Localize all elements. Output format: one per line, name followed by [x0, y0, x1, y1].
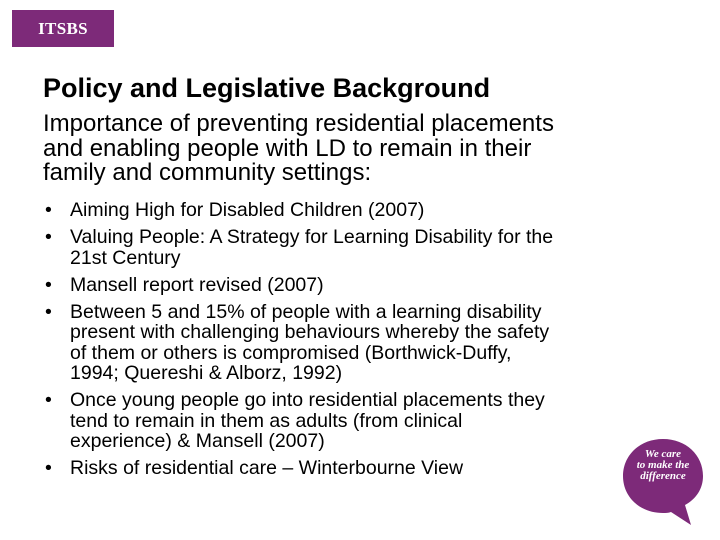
bullet-line: Aiming High for Disabled Children (2007): [70, 199, 425, 221]
badge-text: [621, 449, 705, 482]
bullet-item: [43, 200, 683, 221]
bullet-list: [43, 200, 683, 485]
badge-line: to make the: [636, 459, 690, 471]
bullet-item: [43, 227, 683, 268]
itsbs-logo: [12, 10, 114, 47]
bullet-line: Once young people go into residential placements they: [70, 389, 545, 411]
intro-paragraph: [43, 112, 554, 186]
slide-title: Policy and Legislative Background: [43, 73, 491, 103]
badge-line: difference: [640, 470, 686, 482]
logo-text: ITSBS: [38, 18, 88, 38]
bullet-point-icon: •: [45, 273, 52, 296]
bullet-line: Valuing People: A Strategy for Learning Disability for the: [70, 226, 554, 248]
intro-line: Importance of preventing residential placements: [43, 110, 554, 137]
bullet-line: Mansell report revised (2007): [70, 273, 324, 296]
badge-line: We care: [644, 448, 682, 460]
bullet-item: [43, 458, 683, 479]
bullet-line: Risks of residential care – Winterbourne View: [70, 457, 464, 479]
bullet-line: Between 5 and 15% of people with a learning disability: [70, 300, 542, 323]
bullet-point-icon: •: [45, 226, 52, 248]
bullet-line: 21st Century: [70, 246, 181, 269]
bullet-point-icon: •: [45, 389, 52, 411]
bullet-line: of them or others is compromised (Borthwick-Duffy,: [70, 341, 512, 364]
we-care-badge: [621, 437, 705, 527]
bullet-item: [43, 302, 683, 384]
intro-line: and enabling people with LD to remain in their: [43, 134, 532, 162]
bullet-line: 1994; Quereshi & Alborz, 1992): [70, 362, 343, 384]
bullet-point-icon: •: [45, 300, 52, 323]
bullet-item: [43, 275, 683, 296]
bullet-line: present with challenging behaviours whereby the safety: [70, 321, 550, 343]
bullet-item: [43, 390, 683, 452]
bullet-line: tend to remain in them as adults (from clinical: [70, 409, 463, 432]
bullet-point-icon: •: [45, 199, 52, 221]
intro-line: family and community settings:: [43, 159, 372, 186]
bullet-point-icon: •: [45, 457, 52, 479]
bullet-line: experience) & Mansell (2007): [70, 430, 325, 452]
